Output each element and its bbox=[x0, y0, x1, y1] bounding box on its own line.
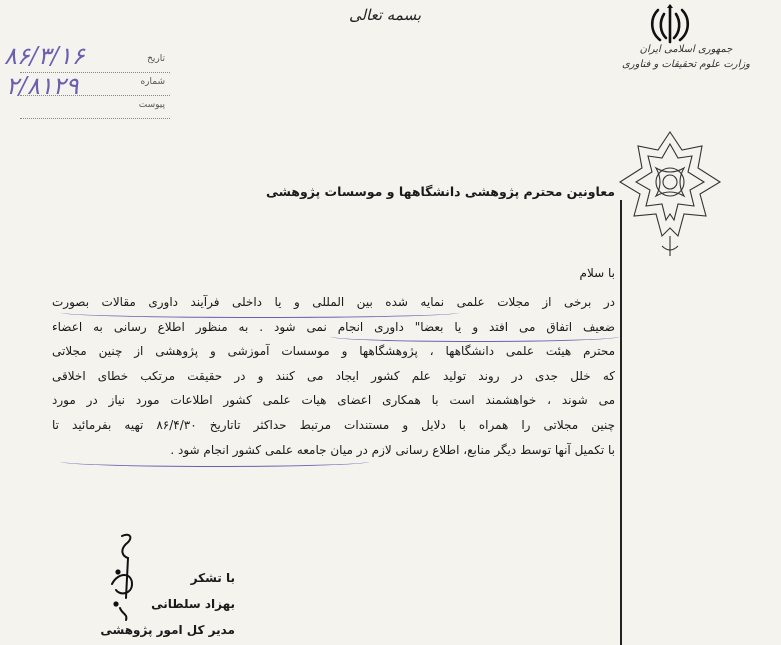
body-line: چنین مجلاتی را همراه با دلایل و مستندات مرتبط حداکثر تاتاریخ ۸۶/۴/۳۰ تهیه بفرمائید تا bbox=[52, 417, 615, 432]
org-line-2: وزارت علوم تحقیقات و فناوری bbox=[621, 59, 751, 70]
body-line: محترم هیئت علمی دانشگاهها ، پژوهشگاهها و موسسات آموزشی و پژوهشی از چنین مجلاتی bbox=[52, 344, 615, 359]
signer-name: بهزاد سلطانی bbox=[151, 597, 235, 611]
meta-attachment-label: پیوست bbox=[138, 100, 165, 110]
bismillah-heading: بسمه تعالی bbox=[348, 6, 422, 24]
signer-title: مدیر کل امور پژوهشی bbox=[100, 623, 235, 637]
handwritten-number: ۲/۸۱۲۹ bbox=[6, 72, 79, 100]
handwritten-signature-icon bbox=[92, 528, 162, 628]
body-line: ضعیف اتفاق می افتد و یا بعضا" داوری انجام نمی شود . به منظور اطلاع رسانی به اعضاء bbox=[52, 319, 615, 334]
handwritten-underline bbox=[60, 456, 370, 467]
body-line: در برخی از مجلات علمی نمایه شده بین المللی و یا داخلی فرآیند داوری مقالات بصورت bbox=[52, 295, 615, 309]
ministry-name bbox=[601, 42, 771, 72]
org-line-1: جمهوری اسلامی ایران bbox=[639, 44, 733, 55]
closing-thanks: با تشکر bbox=[190, 571, 235, 585]
body-line: با تکمیل آنها توسط دیگر منابع، اطلاع رسانی لازم در میان جامعه علمی کشور انجام شود . bbox=[170, 442, 615, 457]
body-line: که خلل جدی در روند تولید علم کشور ایجاد می کنند و در حقیقت مرتکب خطای اخلاقی bbox=[52, 368, 615, 383]
greeting: با سلام bbox=[579, 266, 615, 280]
handwritten-underline bbox=[330, 331, 620, 342]
recipient-line: معاونین محترم پژوهشی دانشگاهها و موسسات پژوهشی bbox=[265, 184, 615, 199]
meta-attachment-line bbox=[20, 118, 170, 119]
margin-rule bbox=[620, 200, 622, 645]
decorative-ornament-icon bbox=[616, 128, 724, 260]
meta-number-label: شماره bbox=[140, 77, 165, 87]
letter-meta bbox=[95, 48, 165, 117]
iran-emblem-icon bbox=[640, 2, 700, 44]
handwritten-underline bbox=[60, 307, 460, 318]
handwritten-date: ۸۶/۳/۱۶ bbox=[4, 42, 85, 70]
meta-date-label: تاریخ bbox=[147, 54, 165, 64]
body-line: می شوند ، خواهشمند است با همکاری اعضای هیات علمی کشور اطلاعات مورد نیاز در مورد bbox=[52, 393, 615, 408]
